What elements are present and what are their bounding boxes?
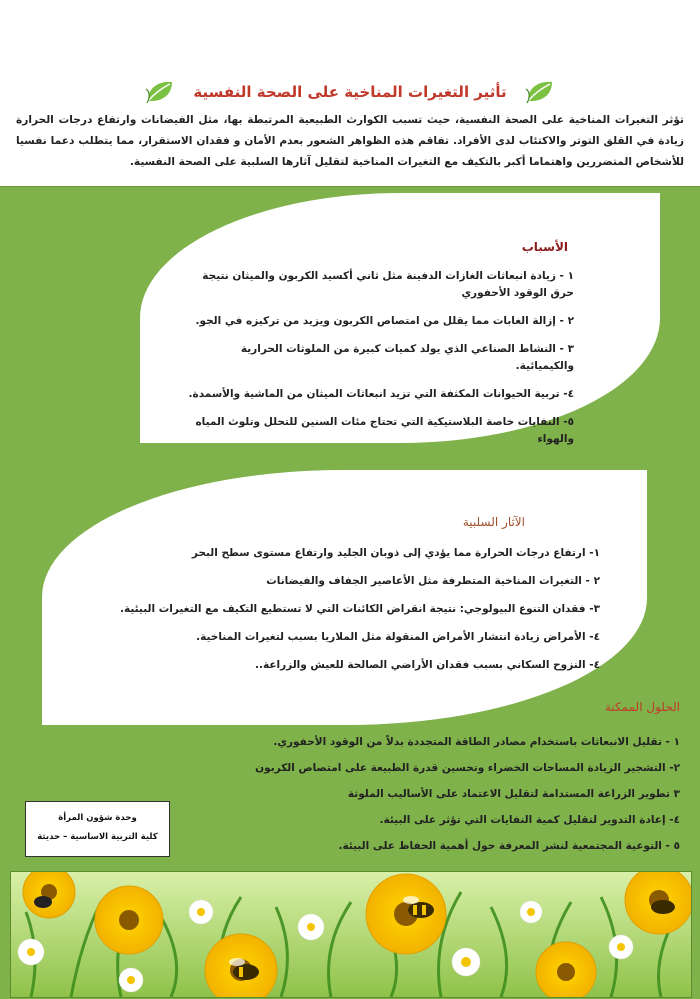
causes-list — [179, 268, 574, 459]
list-item: ١- ارتفاع درجات الحرارة مما يؤدي إلى ذوبان الجليد وارتفاع مستوى سطح البحر — [191, 547, 600, 559]
intro-paragraph: تؤثر التغيرات المناخية على الصحة النفسية، حيث تسبب الكوارث الطبيعية المرتبطة بها، مثل الفيضانات وارتفاع درجات الحرارة زيادة في القلق التوتر والاكتئاب لدى الأفراد. تفاقم هذه الظواهر الشعور بعدم الأمان و فقدان الاستقرار، مما يتطلب دعما نفسيا للأشخاص المتضررين واهتماما أكبر بالتكيف مع التغيرات المناخية لتقليل آثارها السلبية على الصحة النفسية. — [16, 114, 684, 168]
list-item: ٢ - إزالة الغابات مما يقلل من امتصاص الكربون ويزيد من تركيزه في الجو. — [195, 315, 574, 327]
list-item: ٢ - التغيرات المناخية المتطرفة مثل الأعاصير الجفاف والفيضانات — [266, 575, 600, 587]
leaf-icon — [145, 79, 175, 105]
signature-unit: وحدة شؤون المرأة — [58, 813, 137, 823]
effects-list — [120, 545, 600, 685]
signature-box — [25, 801, 170, 857]
list-item: ١ - زيادة انبعاثات الغازات الدفينة مثل ثاني أكسيد الكربون والميثان نتيجة حرق الوقود الأحفوري — [202, 270, 574, 299]
list-item: ١ - تقليل الانبعاثات باستخدام مصادر الطاقة المتجددة بدلاً من الوقود الأحفوري. — [273, 736, 680, 748]
title-row — [0, 74, 700, 110]
signature-college: كلية التربية الاساسية – حديثة — [37, 832, 158, 842]
list-item: ٥ - التوعية المجتمعية لنشر المعرفة حول أهمية الحفاظ على البيئة. — [338, 840, 680, 852]
page-title: تأثير التغيرات المناخية على الصحة النفسية — [193, 83, 507, 101]
header-area — [0, 0, 700, 186]
list-item: ٣ - النشاط الصناعي الذي يولد كميات كبيرة من الملوثات الحرارية والكيميائية. — [240, 343, 574, 372]
leaf-icon — [525, 79, 555, 105]
flower-meadow-image — [10, 871, 692, 998]
causes-heading: الأسباب — [521, 240, 568, 254]
list-item: ٤- الأمراض زيادة انتشار الأمراض المنقولة مثل الملاريا بسبب لتغيرات المناخية. — [196, 631, 600, 643]
list-item: ٣- فقدان التنوع البيولوجي: نتيجة انقراض الكائنات التي لا تستطيع التكيف مع التغيرات البيئية. — [120, 603, 600, 615]
list-item: ٤- تربية الحيوانات المكثفة التي تزيد انبعاثات الميثان من الماشية والأسمدة. — [188, 388, 574, 400]
list-item: ٢- التشجير الزيادة المساحات الخضراء وتحسين قدرة الطبيعة على امتصاص الكربون — [255, 762, 680, 774]
list-item: ٤- النزوح السكاني بسبب فقدان الأراضي الصالحة للعيش والزراعة.. — [255, 659, 600, 671]
list-item: ٥- النفايات خاصة البلاستيكية التي تحتاج مئات السنين للتحلل وتلوث المياه والهواء — [195, 416, 574, 445]
effects-heading: الآثار السلبية — [462, 515, 525, 529]
solutions-list — [200, 733, 680, 863]
solutions-heading: الحلول الممكنة — [605, 700, 680, 714]
list-item: ٣ تطوير الزراعة المستدامة لتقليل الاعتماد على الأساليب الملوثة — [347, 788, 680, 800]
list-item: ٤- إعادة التدوير لتقليل كمية النفايات التي تؤثر على البيئة. — [379, 814, 680, 826]
